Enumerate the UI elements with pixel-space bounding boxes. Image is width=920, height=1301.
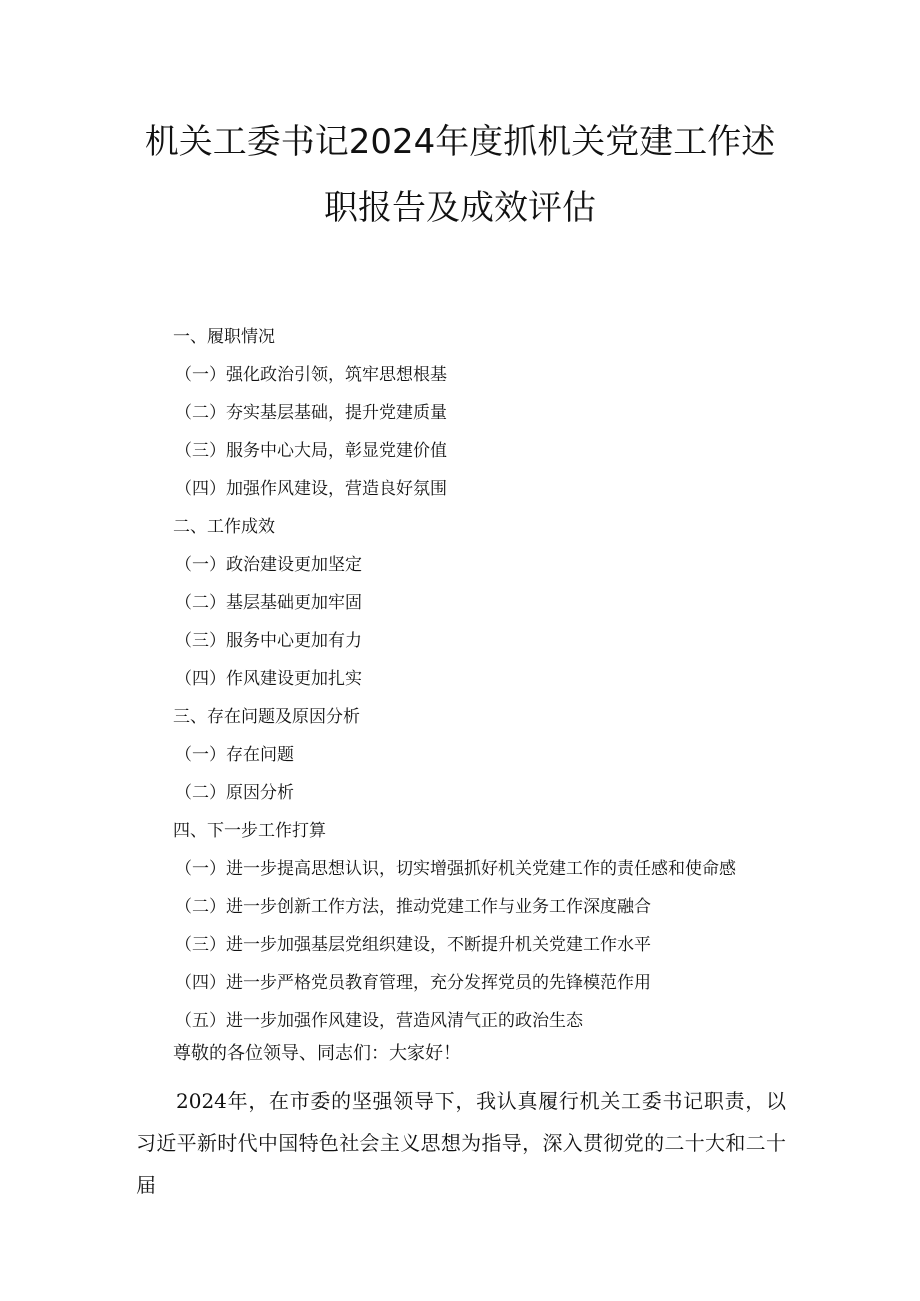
outline-heading: 三、存在问题及原因分析	[173, 707, 360, 727]
outline-subheading: （一）进一步提高思想认识，切实增强抓好机关党建工作的责任感和使命感	[175, 859, 736, 879]
outline-subheading: （五）进一步加强作风建设，营造风清气正的政治生态	[175, 1011, 583, 1031]
outline-subheading: （三）服务中心更加有力	[175, 631, 362, 651]
document-title-line-2: 职报告及成效评估	[324, 188, 596, 228]
outline-subheading: （二）进一步创新工作方法，推动党建工作与业务工作深度融合	[175, 897, 651, 917]
outline-subheading: （二）夯实基层基础，提升党建质量	[175, 403, 447, 423]
outline-subheading: （一）政治建设更加坚定	[175, 555, 362, 575]
outline-subheading: （三）进一步加强基层党组织建设，不断提升机关党建工作水平	[175, 935, 651, 955]
outline-heading: 一、履职情况	[173, 327, 275, 347]
outline-heading: 四、下一步工作打算	[173, 821, 326, 841]
outline-list	[173, 318, 813, 1040]
outline-heading: 二、工作成效	[173, 517, 275, 537]
greeting: 尊敬的各位领导、同志们：大家好！	[173, 1043, 461, 1064]
outline-subheading: （二）原因分析	[175, 783, 294, 803]
outline-subheading: （四）加强作风建设，营造良好氛围	[175, 479, 447, 499]
outline-subheading: （一）存在问题	[175, 745, 294, 765]
outline-subheading: （四）作风建设更加扎实	[175, 669, 362, 689]
outline-subheading: （四）进一步严格党员教育管理，充分发挥党员的先锋模范作用	[175, 973, 651, 993]
outline-subheading: （三）服务中心大局，彰显党建价值	[175, 441, 447, 461]
document-title-line-1: 机关工委书记2024年度抓机关党建工作述	[144, 122, 776, 162]
outline-subheading: （二）基层基础更加牢固	[175, 593, 362, 613]
body-paragraph: 2024年，在市委的坚强领导下，我认真履行机关工委书记职责，以习近平新时代中国特色社会主义思想为指导，深入贯彻党的二十大和二十届	[136, 1089, 786, 1197]
outline-subheading: （一）强化政治引领，筑牢思想根基	[175, 365, 447, 385]
